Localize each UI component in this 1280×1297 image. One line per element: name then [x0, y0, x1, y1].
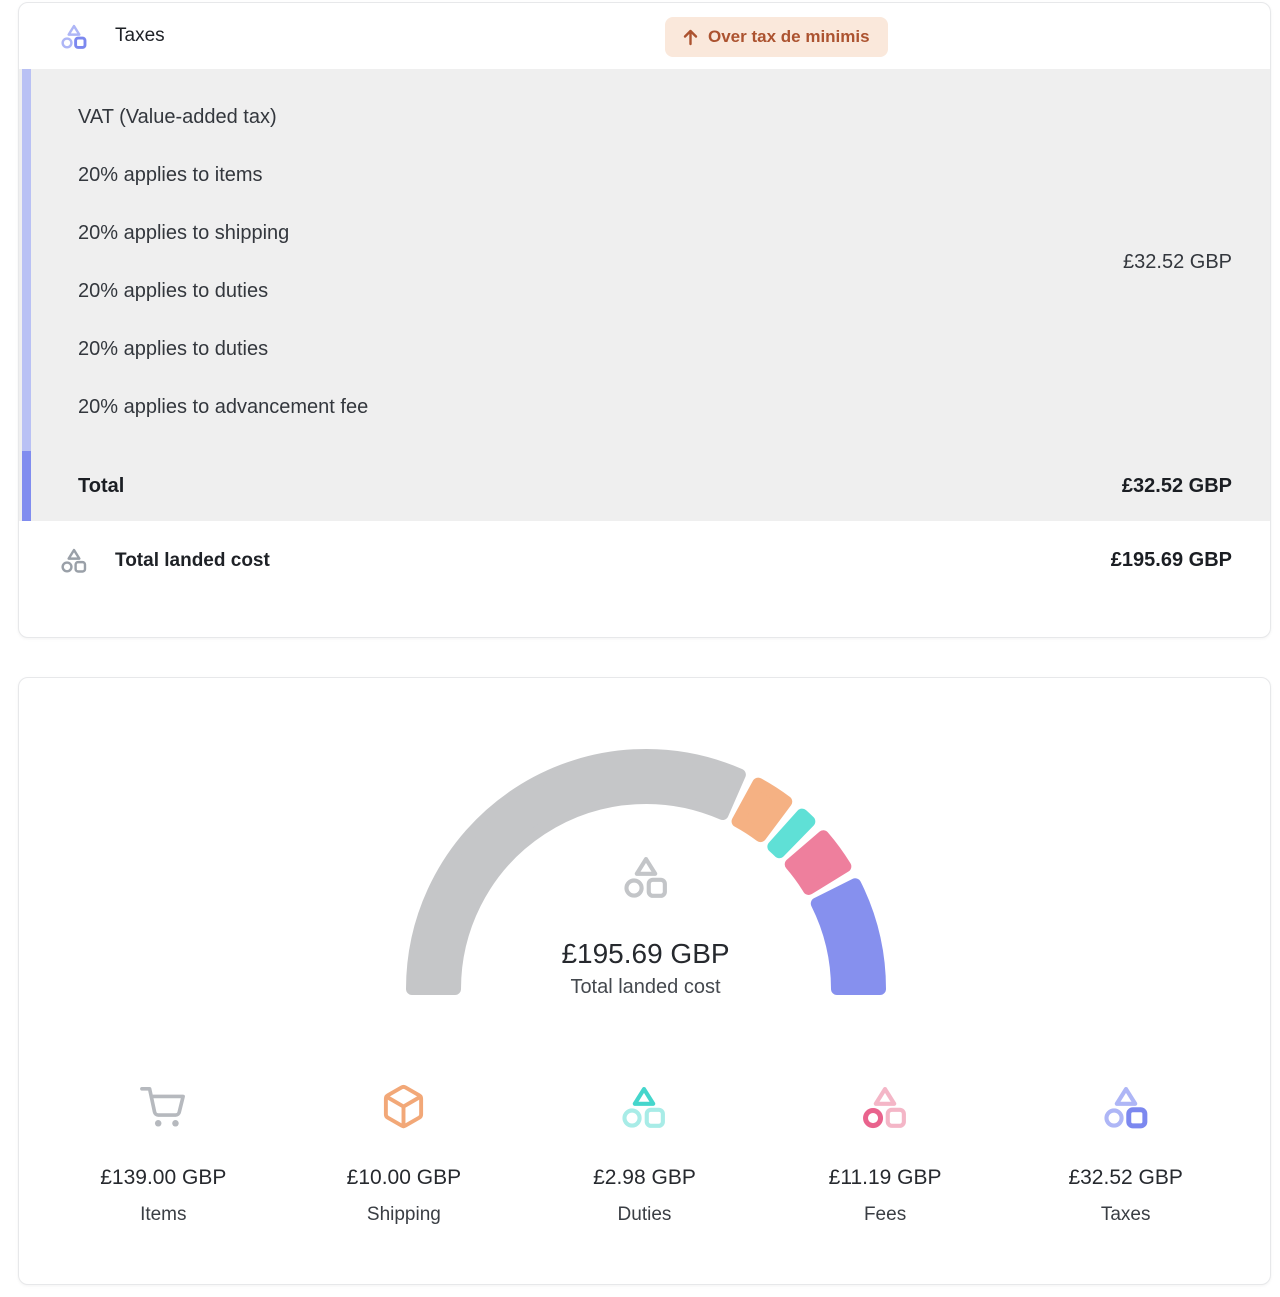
legend-taxes: [1005, 1068, 1246, 1226]
vat-detail-section: [19, 69, 1270, 521]
badge-label: Over tax de minimis: [708, 27, 870, 46]
package-icon: [380, 1083, 427, 1130]
legend-shipping: [284, 1068, 525, 1226]
landed-cost-amount: £195.69 GBP: [1110, 549, 1232, 571]
shipping-label: Shipping: [366, 1204, 441, 1225]
vat-line: 20% applies to advancement fee: [78, 396, 369, 418]
cart-icon: [138, 1084, 188, 1130]
legend-fees: [765, 1068, 1006, 1226]
arrow-up-icon: [683, 28, 698, 46]
gauge-segment-fees: [791, 836, 846, 889]
gauge-center-label: Total landed cost: [570, 976, 721, 998]
gauge-center-value: £195.69 GBP: [561, 938, 730, 969]
duties-value: £2.98 GBP: [593, 1166, 696, 1189]
shipping-value: £10.00 GBP: [346, 1166, 462, 1189]
shapes-taxes-icon: [1100, 1084, 1152, 1130]
gauge-center-shapes-icon: [620, 854, 672, 900]
taxes-card: [18, 2, 1271, 638]
legend-items: [43, 1068, 284, 1226]
landed-cost-gauge-card: [18, 677, 1271, 1285]
items-value: £139.00 GBP: [100, 1166, 227, 1189]
vat-line: 20% applies to duties: [78, 338, 269, 360]
taxes-total-row: [19, 451, 1270, 521]
shapes-duties-icon: [618, 1084, 670, 1130]
fees-value: £11.19 GBP: [828, 1166, 942, 1189]
legend-duties: [524, 1068, 765, 1226]
shapes-fees-icon: [859, 1084, 911, 1130]
vat-line: 20% applies to items: [78, 164, 263, 186]
vat-name: VAT (Value-added tax): [78, 106, 277, 128]
gauge-segment-taxes: [817, 884, 880, 989]
gauge-legend: [19, 1068, 1270, 1226]
taxes-label: Taxes: [1100, 1204, 1151, 1225]
gauge-chart: [19, 678, 1270, 1068]
taxes-shapes-icon: [59, 23, 89, 50]
items-label: Items: [140, 1204, 187, 1225]
total-landed-cost-row: [19, 521, 1270, 574]
total-accent-strip: [22, 451, 31, 521]
fees-label: Fees: [863, 1204, 907, 1225]
vat-line: 20% applies to duties: [78, 280, 269, 302]
taxes-value: £32.52 GBP: [1068, 1166, 1183, 1189]
vat-lines-list: [78, 159, 1123, 423]
vat-accent-strip: [22, 69, 31, 451]
landed-cost-label: Total landed cost: [115, 549, 270, 571]
vat-amount: £32.52 GBP: [1123, 250, 1232, 273]
taxes-header-row[interactable]: [19, 3, 1270, 69]
total-label: Total: [78, 474, 125, 497]
over-de-minimis-badge: [665, 17, 888, 57]
total-amount: £32.52 GBP: [1121, 474, 1232, 497]
gauge-segment-shipping: [738, 784, 787, 836]
duties-label: Duties: [617, 1204, 672, 1225]
vat-line: 20% applies to shipping: [78, 222, 290, 244]
taxes-title: Taxes: [115, 25, 165, 46]
landed-cost-shapes-icon: [59, 547, 89, 574]
